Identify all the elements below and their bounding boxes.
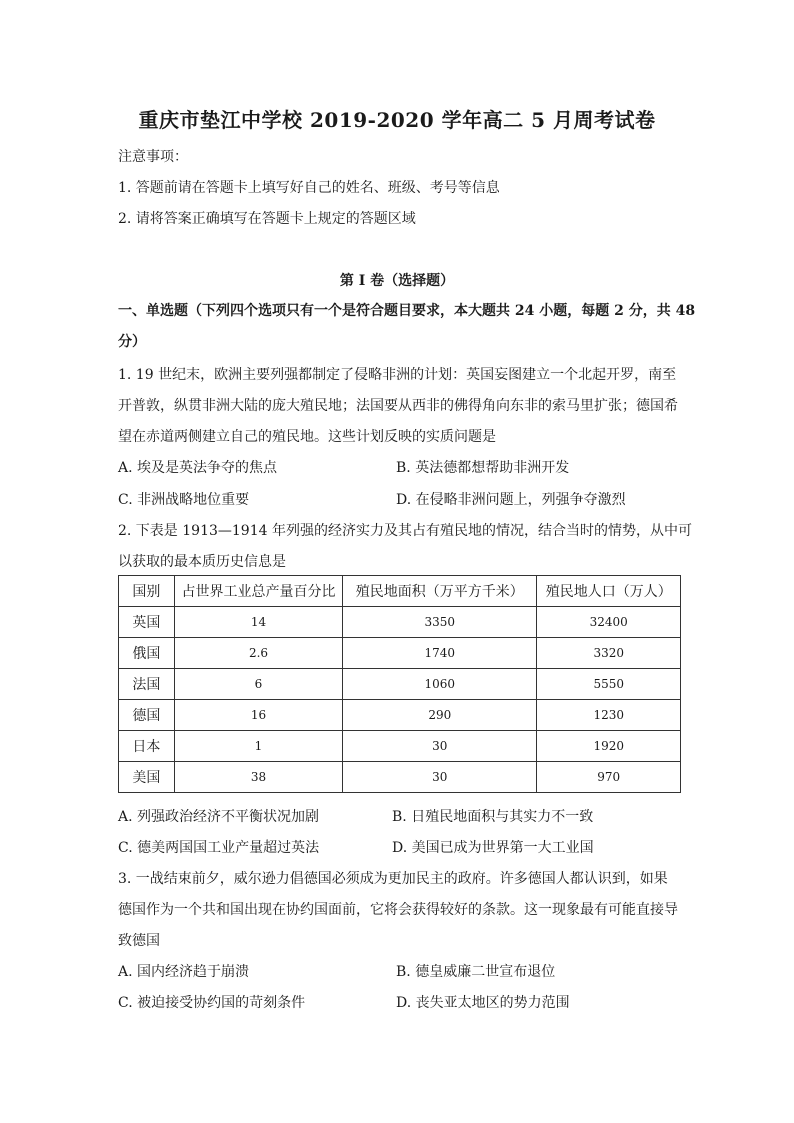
- table-cell: 1920: [537, 731, 681, 762]
- notice-item: 2. 请将答案正确填写在答题卡上规定的答题区域: [118, 211, 416, 227]
- q1-stem-line: 开普敦，纵贯非洲大陆的庞大殖民地；法国要从西非的佛得角向东非的索马里扩张；德国希: [118, 398, 678, 414]
- table-cell: 30: [343, 731, 537, 762]
- part-heading-cont: 分）: [118, 334, 146, 350]
- table-cell: 3320: [537, 638, 681, 669]
- table-header-row: [119, 576, 681, 607]
- table-cell: 5550: [537, 669, 681, 700]
- table-cell-country: 英国: [119, 607, 175, 638]
- table-header-cell: 占世界工业总产量百分比: [174, 576, 342, 607]
- table-header-cell: 殖民地人口（万人）: [537, 576, 681, 607]
- notice-label: 注意事项：: [118, 149, 188, 165]
- q2-option-d: D. 美国已成为世界第一大工业国: [392, 840, 594, 856]
- q1-option-c: C. 非洲战略地位重要: [118, 492, 250, 508]
- table-header-cell: 国别: [119, 576, 175, 607]
- table-cell: 1740: [343, 638, 537, 669]
- q2-option-c: C. 德美两国国工业产量超过英法: [118, 840, 320, 856]
- exam-title: 重庆市垫江中学校 2019-2020 学年高二 5 月周考试卷: [138, 108, 656, 132]
- q2-option-a: A. 列强政治经济不平衡状况加剧: [118, 809, 320, 825]
- table-cell-country: 俄国: [119, 638, 175, 669]
- table-cell: 970: [537, 762, 681, 793]
- q1-stem-line: 望在赤道两侧建立自己的殖民地。这些计划反映的实质问题是: [118, 429, 496, 445]
- table-cell: 3350: [343, 607, 537, 638]
- table-cell: 1060: [343, 669, 537, 700]
- table-cell-country: 德国: [119, 700, 175, 731]
- q3-option-d: D. 丧失亚太地区的势力范围: [396, 995, 570, 1011]
- table-cell: 6: [174, 669, 342, 700]
- table-cell-country: 法国: [119, 669, 175, 700]
- table-row: [119, 731, 681, 762]
- q2-option-b: B. 日殖民地面积与其实力不一致: [392, 809, 594, 825]
- table-cell-country: 美国: [119, 762, 175, 793]
- q2-stem-line: 2. 下表是 1913—1914 年列强的经济实力及其占有殖民地的情况，结合当时的情势，从中可: [118, 523, 692, 539]
- table-row: [119, 700, 681, 731]
- table-row: [119, 638, 681, 669]
- q2-stem-line: 以获取的最本质历史信息是: [118, 554, 286, 570]
- q3-option-a: A. 国内经济趋于崩溃: [118, 964, 250, 980]
- q3-stem-line: 致德国: [118, 933, 160, 949]
- q3-stem-line: 德国作为一个共和国出现在协约国面前，它将会获得较好的条款。这一现象最有可能直接导: [118, 902, 678, 918]
- notice-item: 1. 答题前请在答题卡上填写好自己的姓名、班级、考号等信息: [118, 180, 500, 196]
- table-cell: 38: [174, 762, 342, 793]
- table-cell: 2.6: [174, 638, 342, 669]
- q3-stem-line: 3. 一战结束前夕，威尔逊力倡德国必须成为更加民主的政府。许多德国人都认识到，如果: [118, 871, 668, 887]
- table-row: [119, 669, 681, 700]
- q1-stem-line: 1. 19 世纪末，欧洲主要列强都制定了侵略非洲的计划：英国妄图建立一个北起开罗，南至: [118, 367, 677, 383]
- table-header-cell: 殖民地面积（万平方千米）: [343, 576, 537, 607]
- table-cell: 1: [174, 731, 342, 762]
- section-title: 第 I 卷（选择题）: [339, 273, 455, 289]
- table-cell-country: 日本: [119, 731, 175, 762]
- table-cell: 14: [174, 607, 342, 638]
- q1-option-a: A. 埃及是英法争夺的焦点: [118, 460, 278, 476]
- q3-option-c: C. 被迫接受协约国的苛刻条件: [118, 995, 306, 1011]
- part-heading: 一、单选题（下列四个选项只有一个是符合题目要求，本大题共 24 小题，每题 2 分，共 48: [118, 303, 696, 319]
- table-cell: 32400: [537, 607, 681, 638]
- q1-option-d: D. 在侵略非洲问题上，列强争夺激烈: [396, 492, 626, 508]
- table-cell: 290: [343, 700, 537, 731]
- q1-option-b: B. 英法德都想帮助非洲开发: [396, 460, 570, 476]
- table-cell: 30: [343, 762, 537, 793]
- colony-data-table: [118, 575, 681, 793]
- table-cell: 1230: [537, 700, 681, 731]
- table-row: [119, 607, 681, 638]
- table-row: [119, 762, 681, 793]
- q3-option-b: B. 德皇威廉二世宣布退位: [396, 964, 556, 980]
- table-cell: 16: [174, 700, 342, 731]
